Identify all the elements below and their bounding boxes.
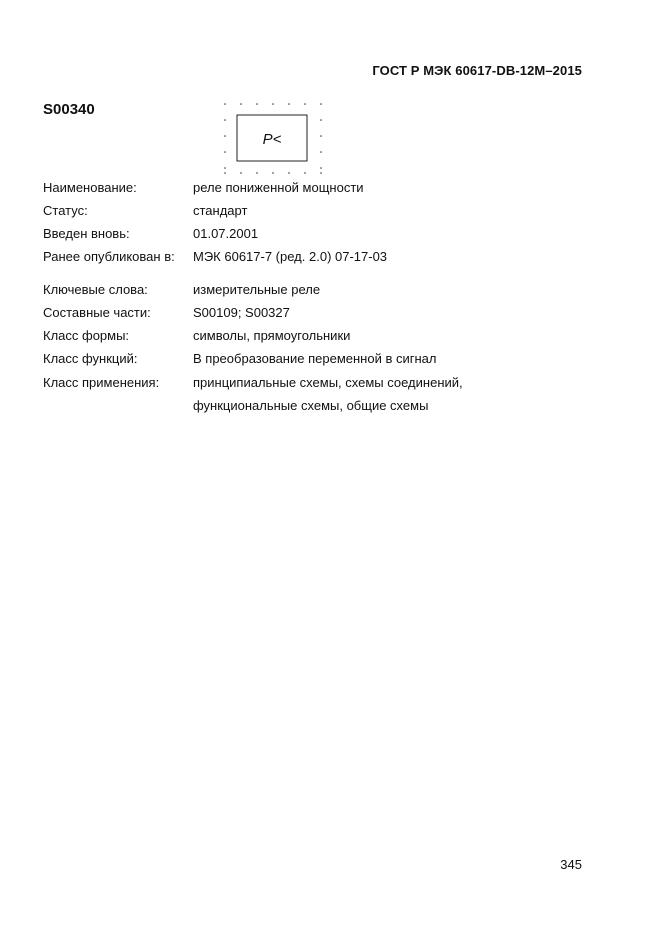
grid-dot (304, 103, 306, 105)
field-value: функциональные схемы, общие схемы (193, 398, 429, 413)
field-value: В преобразование переменной в сигнал (193, 351, 437, 366)
grid-dot (224, 103, 226, 105)
field-value: стандарт (193, 203, 248, 218)
field-value: S00109; S00327 (193, 305, 290, 320)
field-value: измерительные реле (193, 282, 321, 297)
grid-dot (256, 172, 258, 174)
grid-dot (320, 119, 322, 121)
grid-dot (320, 135, 322, 137)
field-label: Класс применения: (43, 375, 160, 390)
grid-dot (224, 151, 226, 153)
page-number: 345 (560, 857, 582, 872)
field-label: Ключевые слова: (43, 282, 148, 297)
field-label: Класс формы: (43, 328, 130, 343)
grid-dot (320, 103, 322, 105)
grid-dot (256, 103, 258, 105)
field-value: МЭК 60617-7 (ред. 2.0) 07-17-03 (193, 249, 388, 264)
grid-dot (224, 172, 226, 174)
field-label: Наименование: (43, 180, 137, 195)
field-label: Ранее опубликован в: (43, 249, 175, 264)
grid-dot (320, 172, 322, 174)
relay-glyph-text: P< (262, 131, 282, 148)
field-value: символы, прямоугольники (193, 328, 351, 343)
field-label: Введен вновь: (43, 226, 130, 241)
grid-dot (224, 135, 226, 137)
grid-dot (288, 103, 290, 105)
field-label: Составные части: (43, 305, 151, 320)
grid-dot (240, 103, 242, 105)
field-label: Класс функций: (43, 351, 138, 366)
grid-dot (272, 103, 274, 105)
field-value: принципиальные схемы, схемы соединений, (193, 375, 463, 390)
grid-dot (224, 119, 226, 121)
grid-dot (272, 172, 274, 174)
field-label: Статус: (43, 203, 88, 218)
grid-dot (224, 167, 226, 169)
grid-dot (304, 172, 306, 174)
relay-symbol-svg (222, 100, 324, 176)
grid-dot (288, 172, 290, 174)
grid-dot (320, 151, 322, 153)
symbol-figure (222, 100, 324, 176)
grid-dot (320, 167, 322, 169)
field-value: 01.07.2001 (193, 226, 259, 241)
field-value: реле пониженной мощности (193, 180, 364, 195)
document-header: ГОСТ Р МЭК 60617-DB-12M–2015 (372, 63, 582, 78)
symbol-code: S00340 (43, 101, 95, 118)
grid-dot (240, 172, 242, 174)
